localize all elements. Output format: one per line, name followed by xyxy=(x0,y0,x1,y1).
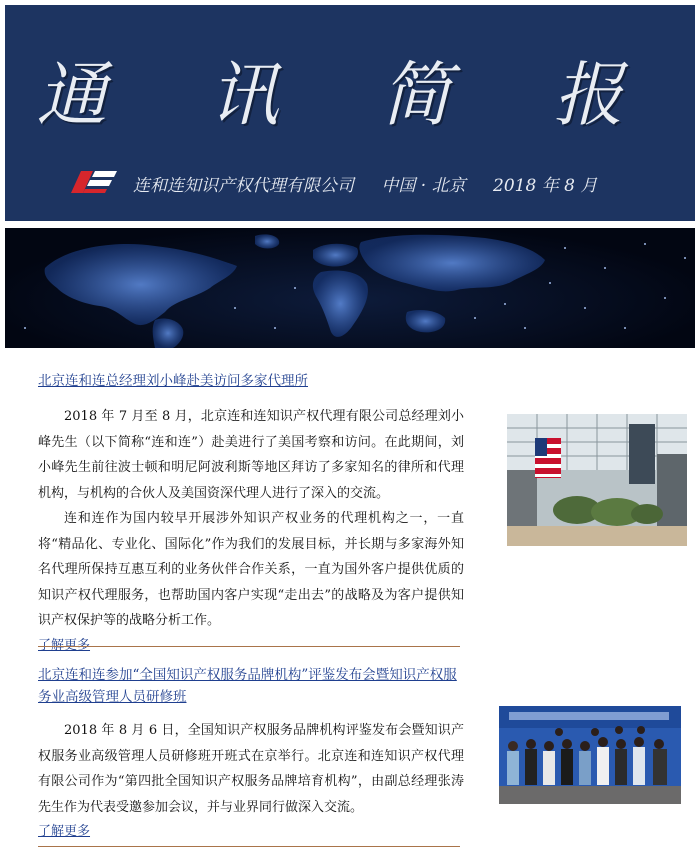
article-paragraph: 2018 年 7 月至 8 月，北京连和连知识产权代理有限公司总经理刘小峰先生（以下简称“连和连”）赴美进行了美国考察和访问。在此期间，刘小峰先生前往波士顿和明尼阿波利斯等地区拜访了多家知名的律所和代理机构，与机构的合伙人及美国资深代理人进行了深入的交流。 xyxy=(38,409,464,501)
newsletter-header xyxy=(5,5,695,221)
issue-date: 2018 年 8 月 xyxy=(493,176,598,196)
newsletter-title: 通 讯 简 报 xyxy=(36,54,664,136)
article-paragraph: 连和连作为国内较早开展涉外知识产权业务的代理机构之一，一直将“精品化、专业化、国际化”作为我们的发展目标，并长期与多家海外知名代理所保持互惠互利的业务伙伴合作关系，一直为国外客户提供优质的知识产权代理服务，也帮助国内客户实现“走出去”的战略及为客户提供知识产权保护等的战略分析工作。 xyxy=(38,511,464,628)
company-name: 连和连知识产权代理有限公司 xyxy=(133,176,354,196)
article-title[interactable]: 北京连和连总经理刘小峰赴美访问多家代理所 xyxy=(38,373,308,389)
article-title[interactable]: 北京连和连参加“全国知识产权服务品牌机构”评鉴发布会暨知识产权服务业高级管理人员研修班 xyxy=(38,667,457,705)
article-photo-group xyxy=(499,706,681,804)
article-body xyxy=(38,718,464,820)
article-paragraph: 2018 年 8 月 6 日，全国知识产权服务品牌机构评鉴发布会暨知识产权服务业高级管理人员研修班开班式在京举行。北京连和连知识产权代理有限公司作为“第四批全国知识产权服务品牌培育机构”，由副总经理张涛先生作为代表受邀参加会议，并与业界同行做深入交流。 xyxy=(38,723,464,815)
location: 中国 · 北京 xyxy=(381,176,466,196)
section-divider xyxy=(38,846,460,847)
section-divider xyxy=(38,646,460,647)
company-logo xyxy=(71,171,117,193)
read-more-link[interactable]: 了解更多 xyxy=(38,824,91,839)
header-subline xyxy=(133,171,619,196)
article-1 xyxy=(38,370,464,653)
world-map-image xyxy=(5,228,695,348)
article-body xyxy=(38,404,464,634)
article-photo-atrium xyxy=(507,414,687,546)
world-map-banner xyxy=(5,228,695,348)
article-2 xyxy=(38,664,464,839)
read-more-link[interactable]: 了解更多 xyxy=(38,637,91,653)
